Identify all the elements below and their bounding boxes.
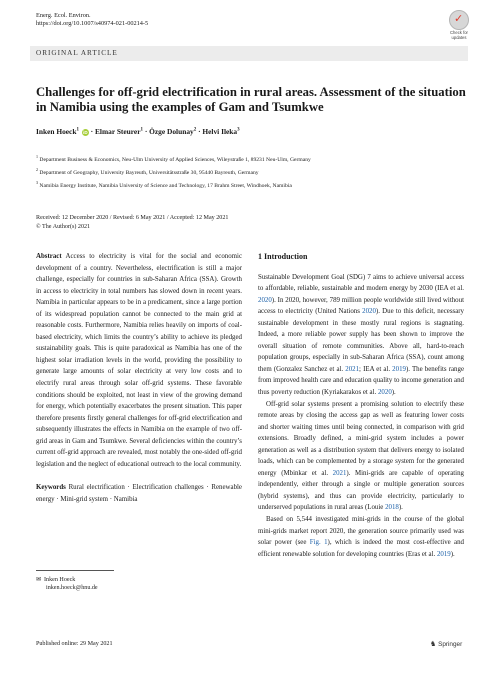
author-name[interactable]: Özge Dolunay bbox=[149, 127, 194, 136]
citation-link[interactable]: 2020 bbox=[377, 389, 392, 397]
badge-text: Check for updates bbox=[450, 30, 468, 40]
doi-link[interactable]: https://doi.org/10.1007/s40974-021-00214-5 bbox=[36, 20, 149, 27]
citation-link[interactable]: 2018 bbox=[385, 504, 399, 512]
citation-link[interactable]: 2021 bbox=[332, 469, 347, 477]
author-affil-num: 1 bbox=[76, 127, 79, 133]
publisher-logo: ♞ Springer bbox=[430, 640, 463, 648]
affiliation-list bbox=[36, 152, 466, 191]
affiliation: $^2$ Department of Geography, University Bayreuth, Universitätsstraße 30, 95440 Bayreuth, Germany bbox=[36, 166, 259, 176]
history-dates: Received: 12 December 2020 / Revised: 6 May 2021 / Accepted: 12 May 2021 bbox=[36, 215, 229, 221]
citation-link[interactable]: 2019 bbox=[392, 365, 406, 373]
abstract bbox=[36, 251, 242, 470]
article-type: ORIGINAL ARTICLE bbox=[36, 49, 118, 57]
citation-link[interactable]: 2021 bbox=[345, 365, 360, 373]
intro-paragraph-2: Off-grid solar systems present a promising solution to electrify these remote areas by closing the access gap as well as featuring lower costs and shorter waiting times until being connected, in comparison with grid extensions. Broadly defined, a mini-grid system includes a power generation as well as a distribution system that delivers energy to isolated loads, which can be complemented by a storage system for the generated energy (Mbinkar et al. 2021). Mini-grids are capable of operating independently, either through a single or multiple generation sources (hybrid systems), and thus can provide electricity, particularly to underserved populations in rural areas (Louie 2018). bbox=[258, 400, 464, 512]
author-name[interactable]: Inken Hoeck bbox=[36, 127, 77, 136]
abstract-label: Abstract bbox=[36, 253, 62, 260]
correspondence bbox=[36, 576, 98, 592]
author-name[interactable]: Elmar Steurer bbox=[94, 127, 141, 136]
author-name[interactable]: Helvi Ileka bbox=[202, 127, 238, 136]
intro-paragraph-3: Based on 5,544 investigated mini-grids in the course of the global mini-grids market report 2020, the generation source primarily used was solar power (see Fig. 1), which is indeed the most cost-effective and efficient renewable solution for developing countries (Eras et al. 2019). bbox=[258, 516, 464, 558]
abstract-column bbox=[36, 251, 242, 505]
section-heading: 1 Introduction bbox=[258, 252, 308, 261]
author-affil-num: 3 bbox=[237, 127, 240, 133]
author-email[interactable]: inken.hoeck@hnu.de bbox=[46, 585, 98, 591]
intro-paragraph-1: Sustainable Development Goal (SDG) 7 aims to achieve universal access to affordable, reliable, sustainable and modern energy by 2030 (IEA et al. 2020). In 2020, however, 789 million people worldwide still lived without access to electricity (United Nations 2020). Due to this deficit, necessary sustainable development in these mostly rural regions is stagnating. Indeed, a more reliable power supply has been shown to improve the overall situation of remote communities. Above all, hard-to-reach population groups, especially in sub-Saharan Africa (SSA), count among them (Gonzalez Sanchez et al. 2021; IEA et al. 2019). The benefits range from improved health care and education quality to income generation and thus poverty reduction (Kyriakarakos et al. 2020). bbox=[258, 273, 465, 397]
journal-name: Energ. Ecol. Environ. bbox=[36, 12, 91, 19]
affiliation: $^3$ Namibia Energy Institute, Namibia University of Science and Technology, 17 Brahm Street, Windhoek, Namibia bbox=[36, 179, 292, 189]
article-dates bbox=[36, 214, 466, 231]
orcid-icon[interactable]: iD bbox=[83, 129, 88, 135]
abstract-text: Access to electricity is vital for the social and economic development of a country. Nevertheless, electrification is still a major challenge, especially for countries in sub-Saharan Africa (SSA). Growth in access to electricity in total numbers has slowed down in recent years. Namibia in particular appears to be in a predicament, since a large portion of its widespread population cannot be connected to the main grid at reasonable costs. Furthermore, Namibia relies heavily on imports of coal-based electricity, which limits the country’s ability to achieve its pledged sustainability goals. This is quite paradoxical as Namibia has one of the highest solar irradiation levels in the world, providing the possibility to generate large amounts of solar electricity at very low costs and to electrify rural areas through solar off-grid systems. These favorable conditions should be exploited, not least in view of the growing demand for energy, which potentially exacerbates the present situation. This paper therefore presents firstly general challenges for off-grid electrification and subsequently illustrates the effects in Namibia on the example of two off-grid areas in Gam and Tsumkwe. Several deficiencies within the country’s current off-grid approach are revealed, most notably the one-sided off-grid legislation and the neglect of educational outreach to the local community. bbox=[36, 253, 242, 468]
author-list: Inken Hoeck$^1$ iD · Elmar Steurer$^1$ · Özge Dolunay$^2$ · Helvi Ileka$^3$ bbox=[36, 127, 240, 136]
author-affil-num: 2 bbox=[193, 127, 197, 133]
article-title: Challenges for off-grid electrification in rural areas. Assessment of the situation in Namibia using the examples of Gam and Tsumkwe bbox=[36, 85, 466, 114]
citation-link[interactable]: 2020 bbox=[258, 296, 272, 304]
introduction-column bbox=[258, 251, 464, 560]
citation-link[interactable]: 2019 bbox=[436, 550, 451, 558]
citation-link[interactable]: 2020 bbox=[362, 308, 376, 316]
footnote-divider bbox=[36, 570, 114, 571]
envelope-icon: ✉ bbox=[36, 576, 42, 583]
journal-header bbox=[36, 12, 336, 28]
check-for-updates-badge[interactable] bbox=[446, 10, 472, 40]
keywords bbox=[36, 482, 242, 505]
affiliation: $^1$ Department Business & Economics, Neu-Ulm University of Applied Sciences, Wileystraße 1, 89231 Neu-Ulm, Germany bbox=[36, 154, 311, 163]
crossmark-icon: ✓ bbox=[449, 10, 469, 30]
published-date: Published online: 29 May 2021 bbox=[36, 641, 113, 647]
copyright: © The Author(s) 2021 bbox=[36, 223, 91, 230]
springer-horse-icon: ♞ bbox=[430, 640, 437, 648]
corresponding-author: Inken Hoeck bbox=[44, 577, 76, 583]
keywords-text: Rural electrification · Electrification challenges · Renewable energy · Mini-grid system · Namibia bbox=[36, 484, 242, 503]
keywords-label: Keywords bbox=[36, 484, 66, 492]
author-affil-num: 1 bbox=[140, 127, 143, 133]
figure-link[interactable]: Fig. 1 bbox=[309, 539, 328, 547]
